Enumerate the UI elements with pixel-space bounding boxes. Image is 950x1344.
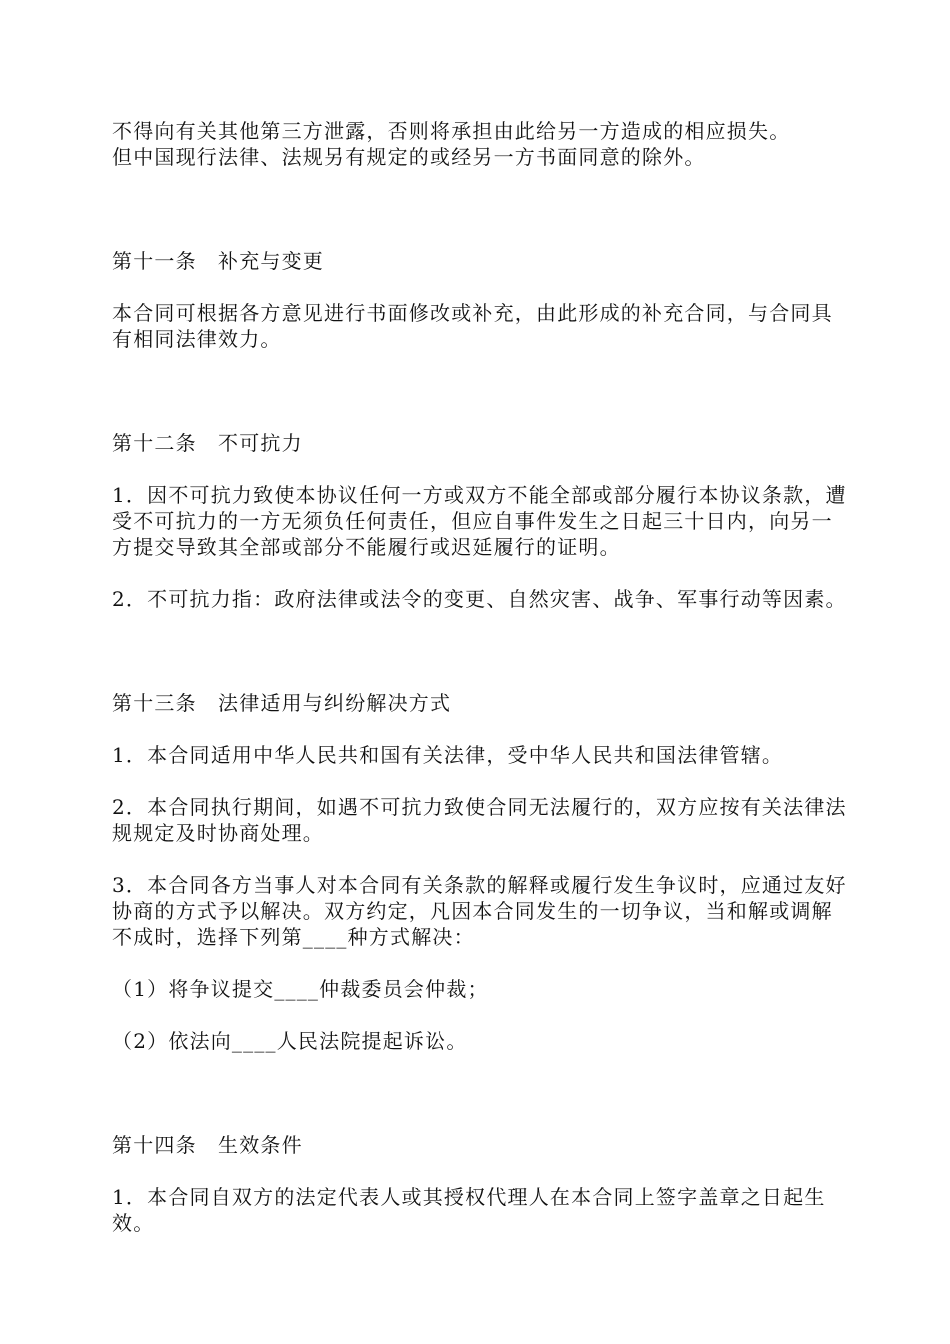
article-13-option-2: （2）依法向____人民法院提起诉讼。 [112, 1029, 468, 1053]
article-11-paragraph-1: 本合同可根据各方意见进行书面修改或补充，由此形成的补充合同，与合同具有相同法律效力。 [112, 301, 833, 351]
article-13-heading: 第十三条 法律适用与纠纷解决方式 [112, 691, 452, 715]
contract-page [112, 118, 850, 1236]
article-13-paragraph-3: 3．本合同各方当事人对本合同有关条款的解释或履行发生争议时，应通过友好协商的方式予以解决。双方约定，凡因本合同发生的一切争议，当和解或调解不成时，选择下列第____种方式解决： [112, 873, 847, 949]
article-13-paragraph-2: 2．本合同执行期间，如遇不可抗力致使合同无法履行的，双方应按有关法律法规规定及时协商处理。 [112, 795, 847, 845]
article-12-heading: 第十二条 不可抗力 [112, 431, 303, 455]
intro-line-2: 但中国现行法律、法规另有规定的或经另一方书面同意的除外。 [112, 145, 706, 169]
article-12-paragraph-1: 1．因不可抗力致使本协议任何一方或双方不能全部或部分履行本协议条款，遭受不可抗力的一方无须负任何责任，但应自事件发生之日起三十日内，向另一方提交导致其全部或部分不能履行或迟延履行的证明。 [112, 483, 847, 559]
article-13-paragraph-1: 1．本合同适用中华人民共和国有关法律，受中华人民共和国法律管辖。 [112, 743, 784, 767]
article-14-paragraph-1: 1．本合同自双方的法定代表人或其授权代理人在本合同上签字盖章之日起生效。 [112, 1185, 826, 1235]
article-14-heading: 第十四条 生效条件 [112, 1133, 303, 1157]
intro-line-1: 不得向有关其他第三方泄露，否则将承担由此给另一方造成的相应损失。 [112, 119, 791, 143]
article-13-option-1: （1）将争议提交____仲裁委员会仲裁； [112, 977, 489, 1001]
article-11-heading: 第十一条 补充与变更 [112, 249, 324, 273]
article-12-paragraph-2: 2．不可抗力指：政府法律或法令的变更、自然灾害、战争、军事行动等因素。 [112, 587, 847, 611]
